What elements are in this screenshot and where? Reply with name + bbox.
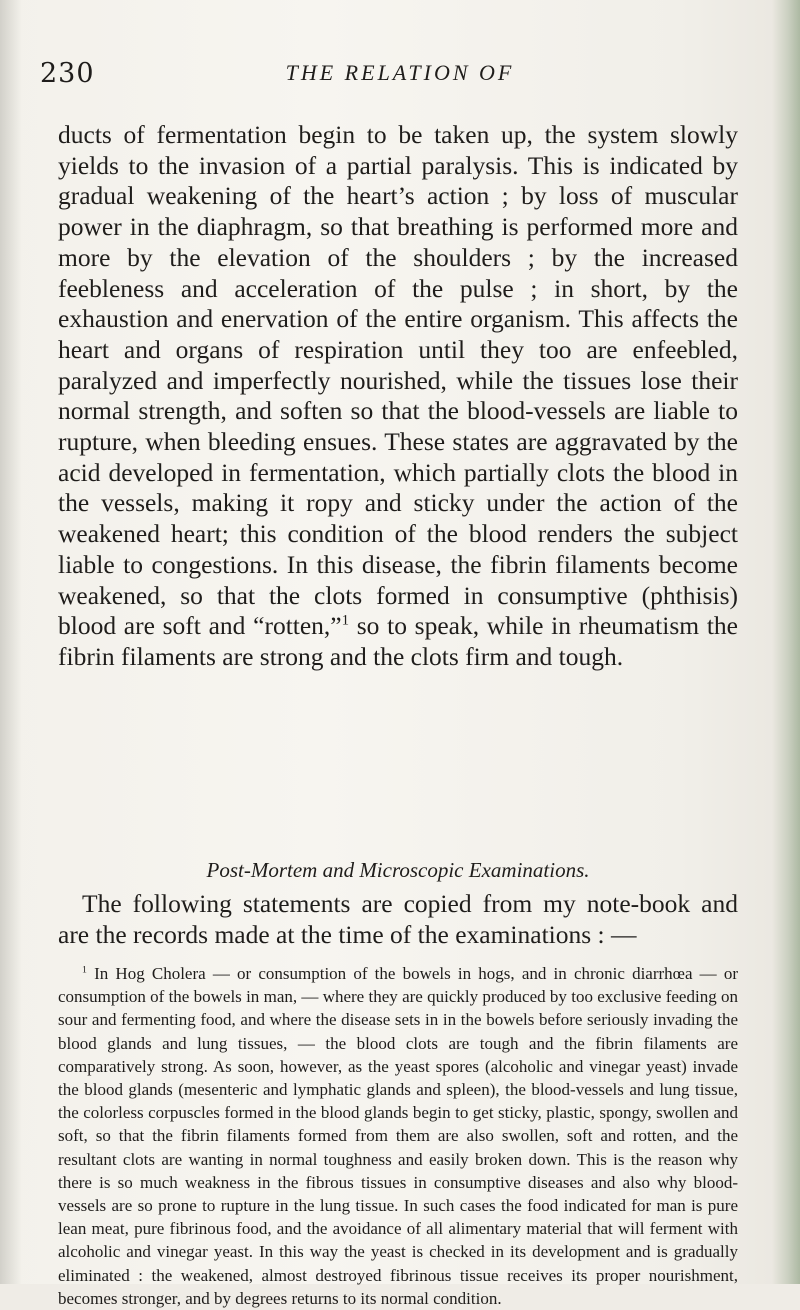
paragraph-2: The following statements are copied from my note-book and are the records made at the time of the examinations : — xyxy=(58,889,738,949)
running-head: THE RELATION OF xyxy=(285,60,515,85)
paragraph-1 xyxy=(58,120,738,673)
paragraph-1-end: so to speak, while in rheumatism the fibrin filaments are strong and the clots firm and tough. xyxy=(58,611,738,671)
page-number: 230 xyxy=(40,58,95,89)
gutter-shadow xyxy=(0,0,22,1284)
footnote-reference: 1 xyxy=(341,612,350,629)
main-paragraph xyxy=(58,120,738,673)
section-heading: Post-Mortem and Microscopic Examinations. xyxy=(206,858,590,882)
page-edge-shadow xyxy=(772,0,800,1284)
paragraph-1-text: ducts of fermentation begin to be taken up, the system slowly yields to the invasion of a partial paralysis. This is indicated by gradual weakening of the heart’s action ; by loss of muscular power in the diaphragm, so that breathing is performed more and more by the elevation of the shoulders ; by the increased feebleness and acceleration of the pulse ; in short, by the exhaustion and enervation of the entire organism. This affects the heart and organs of respiration until they too are enfeebled, paralyzed and imperfectly nourished, while the tissues lose their normal strength, and soften so that the blood-vessels are liable to rupture, when bleeding ensues. These states are aggravated by the acid developed in fermentation, which partially clots the blood in the vessels, making it ropy and sticky under the action of the weakened heart; this condition of the blood renders the subject liable to congestions. In this disease, the fibrin filaments become weakened, so that the clots formed in consumptive (phthisis) blood are soft and “rotten,” xyxy=(58,120,738,641)
page-header xyxy=(40,58,760,98)
footnote xyxy=(58,962,738,1310)
footnote-marker: 1 xyxy=(82,964,87,976)
footnote-text: In Hog Cholera — or consumption of the bowels in hogs, and in chronic diarrhœa — or consumption of the bowels in man, — where they are quickly produced by too exclusive feeding on sour and fermenting food, and where the disease sets in in the bowels before seriously invading the blood glands and lung tissues, — the blood clots are tough and the fibrin filaments are comparatively strong. As soon, however, as the yeast spores (alcoholic and vinegar yeast) invade the blood glands (mesenteric and lymphatic glands and spleen), the blood-vessels and lung tissue, the colorless corpuscles formed in the blood glands begin to get sticky, plastic, spongy, swollen and soft, so that the fibrin filaments formed from them are also swollen, soft and rotten, and the resultant clots are wanting in normal toughness and easily broken down. This is the reason why there is so much weakness in the fibrous tissues in consumptive diseases and also why blood-vessels are so prone to rupture in the lung tissue. In such cases the food indicated for man is pure lean meat, pure fibrinous food, and the avoidance of all alimentary material that will ferment with alcoholic and vinegar yeast. In this way the yeast is checked in its development and is gradually eliminated : the weakened, almost destroyed fibrinous tissue receives its proper nourishment, becomes stronger, and by degrees returns to its normal condition. xyxy=(58,964,738,1308)
